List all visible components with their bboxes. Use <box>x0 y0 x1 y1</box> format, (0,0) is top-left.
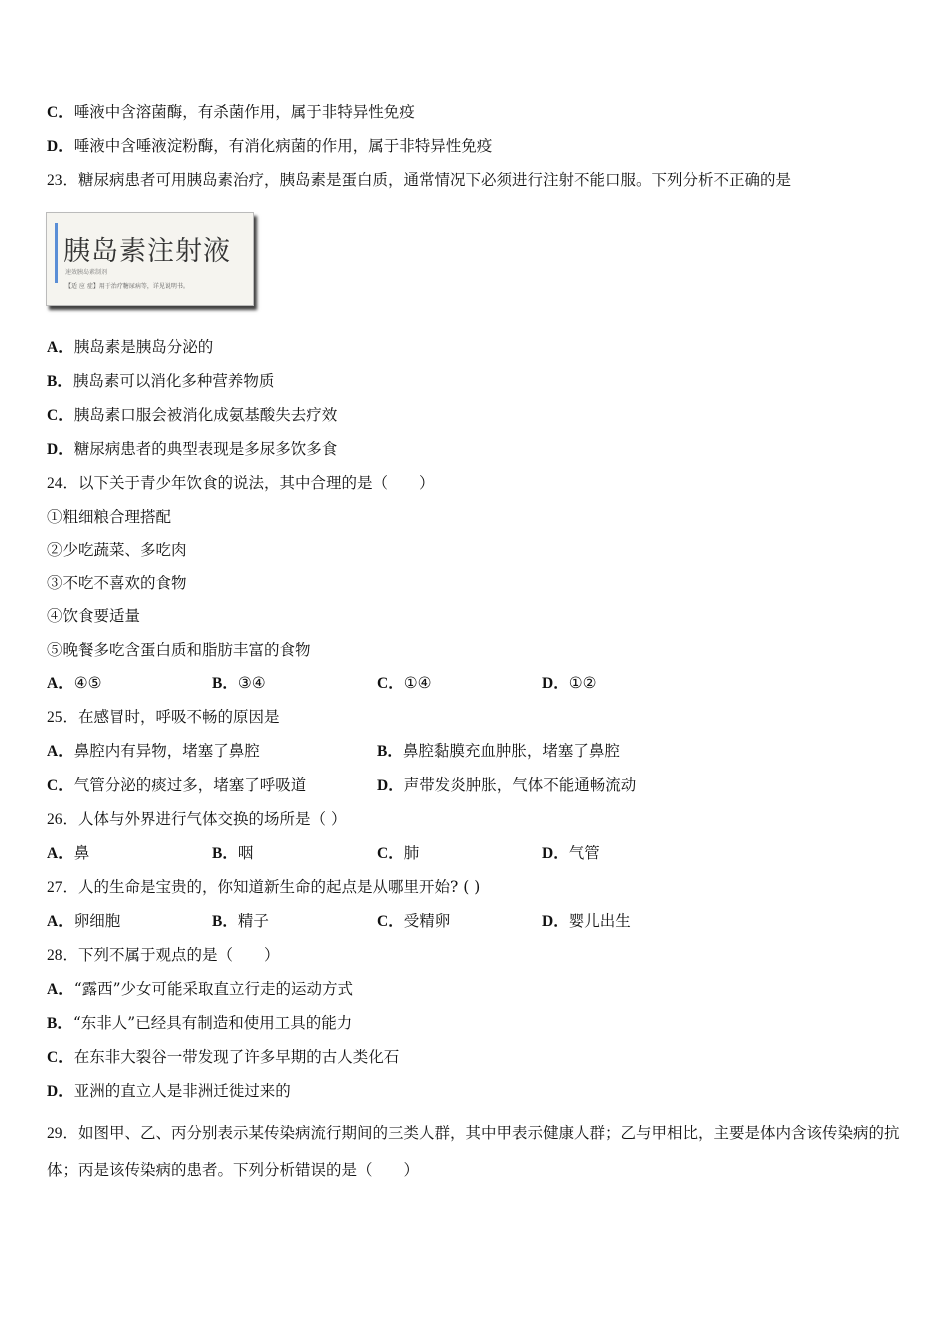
option-text: ③④ <box>237 674 266 692</box>
option-text: 卵细胞 <box>73 912 121 930</box>
option-label: D． <box>47 441 74 458</box>
option-label: D． <box>542 845 569 862</box>
option-text: 气管 <box>568 844 600 862</box>
option-label: D． <box>377 777 404 794</box>
q25-stem <box>47 707 280 728</box>
option-label: C． <box>377 675 404 692</box>
label-title: 胰岛素注射液 <box>63 236 231 267</box>
q28-stem <box>47 945 280 966</box>
option-label: D． <box>542 675 569 692</box>
question-number: 24． <box>47 475 79 492</box>
option-text: 鼻腔黏膜充血肿胀，堵塞了鼻腔 <box>402 742 620 760</box>
q23-option-b <box>47 371 274 392</box>
label-accent-bar <box>55 223 58 283</box>
q26-stem <box>47 809 346 830</box>
q27-option-c <box>377 911 450 932</box>
option-text: 受精卵 <box>403 912 451 930</box>
q23-option-c <box>47 405 337 426</box>
option-text: 胰岛素口服会被消化成氨基酸失去疗效 <box>73 406 338 424</box>
option-label: B． <box>47 373 73 390</box>
q28-option-c <box>47 1047 399 1068</box>
option-text: 在东非大裂谷一带发现了许多早期的古人类化石 <box>73 1048 400 1066</box>
option-label: B． <box>47 1015 73 1032</box>
question-text: 下列不属于观点的是（ ） <box>78 946 280 964</box>
question-text: 人体与外界进行气体交换的场所是（ ） <box>78 810 347 828</box>
q22-option-c <box>47 102 415 123</box>
question-text: 在感冒时，呼吸不畅的原因是 <box>78 708 280 726</box>
option-text: 婴儿出生 <box>568 912 631 930</box>
option-label: B． <box>212 845 238 862</box>
option-text: 糖尿病患者的典型表现是多尿多饮多食 <box>73 440 338 458</box>
q24-option-c <box>377 673 432 694</box>
option-text: 咽 <box>237 844 254 862</box>
q24-item-2: ②少吃蔬菜、多吃肉 <box>47 541 187 559</box>
q24-stem <box>47 473 435 494</box>
option-text: 胰岛素可以消化多种营养物质 <box>72 372 275 390</box>
option-label: D． <box>542 913 569 930</box>
question-number: 23． <box>47 172 79 189</box>
q22-option-d <box>47 136 492 157</box>
option-text: ①④ <box>403 674 432 692</box>
option-text: 鼻腔内有异物，堵塞了鼻腔 <box>73 742 260 760</box>
label-subtitle: 速效胰岛素制剂 <box>65 269 108 276</box>
option-text: 肺 <box>403 844 420 862</box>
option-text: “东非人”已经具有制造和使用工具的能力 <box>72 1014 353 1032</box>
option-label: D． <box>47 1083 74 1100</box>
q27-option-a <box>47 911 120 932</box>
q29-stem <box>47 1115 909 1189</box>
option-text: 鼻 <box>73 844 90 862</box>
option-label: B． <box>212 675 238 692</box>
q25-option-d <box>377 775 636 796</box>
q25-option-a <box>47 741 260 762</box>
option-label: D． <box>47 138 74 155</box>
question-number: 28． <box>47 947 79 964</box>
question-text: 如图甲、乙、丙分别表示某传染病流行期间的三类人群，其中甲表示健康人群；乙与甲相比，主要是体内含该传染病的抗体；丙是该传染病的患者。下列分析错误的是（ ） <box>47 1124 900 1179</box>
q24-item-4: ④饮食要适量 <box>47 607 141 625</box>
q27-option-b <box>212 911 269 932</box>
q24-option-d <box>542 673 597 694</box>
insulin-injection-label-image <box>46 212 254 306</box>
option-label: C． <box>377 913 404 930</box>
option-label: A． <box>47 339 74 356</box>
question-text: 以下关于青少年饮食的说法，其中合理的是（ ） <box>78 474 435 492</box>
option-text: 精子 <box>237 912 269 930</box>
q23-option-d <box>47 439 337 460</box>
option-text: 唾液中含溶菌酶，有杀菌作用，属于非特异性免疫 <box>73 103 415 121</box>
question-number: 25． <box>47 709 79 726</box>
option-label: A． <box>47 913 74 930</box>
option-text: 声带发炎肿胀，气体不能通畅流动 <box>403 776 637 794</box>
option-text: ④⑤ <box>73 674 102 692</box>
q24-option-b <box>212 673 266 694</box>
option-label: C． <box>377 845 404 862</box>
q23-stem <box>47 170 791 191</box>
option-label: C． <box>47 104 74 121</box>
option-label: B． <box>212 913 238 930</box>
q28-option-b <box>47 1013 352 1034</box>
option-text: 胰岛素是胰岛分泌的 <box>73 338 214 356</box>
q24-option-a <box>47 673 102 694</box>
option-label: C． <box>47 407 74 424</box>
q26-option-c <box>377 843 419 864</box>
q26-option-d <box>542 843 600 864</box>
option-text: 唾液中含唾液淀粉酶，有消化病菌的作用，属于非特异性免疫 <box>73 137 493 155</box>
option-text: 气管分泌的痰过多，堵塞了呼吸道 <box>73 776 307 794</box>
question-text: 人的生命是宝贵的，你知道新生命的起点是从哪里开始? ( ) <box>78 878 481 896</box>
option-label: A． <box>47 981 74 998</box>
option-label: C． <box>47 777 74 794</box>
option-text: ①② <box>568 674 597 692</box>
q28-option-d <box>47 1081 291 1102</box>
option-label: A． <box>47 845 74 862</box>
q25-option-c <box>47 775 306 796</box>
option-text: “露西”少女可能采取直立行走的运动方式 <box>73 980 354 998</box>
q24-item-3: ③不吃不喜欢的食物 <box>47 574 187 592</box>
option-label: B． <box>377 743 403 760</box>
q26-option-a <box>47 843 89 864</box>
question-number: 27． <box>47 879 79 896</box>
q25-option-b <box>377 741 620 762</box>
q27-option-d <box>542 911 631 932</box>
q26-option-b <box>212 843 253 864</box>
q24-item-1: ①粗细粮合理搭配 <box>47 508 172 526</box>
q27-stem <box>47 877 480 898</box>
option-label: A． <box>47 675 74 692</box>
label-note: 【适 应 症】用于治疗糖尿病等，详见说明书。 <box>65 283 189 290</box>
question-text: 糖尿病患者可用胰岛素治疗，胰岛素是蛋白质，通常情况下必须进行注射不能口服。下列分析不正确的是 <box>78 171 792 189</box>
option-label: C． <box>47 1049 74 1066</box>
q23-option-a <box>47 337 213 358</box>
option-text: 亚洲的直立人是非洲迁徙过来的 <box>73 1082 291 1100</box>
question-number: 26． <box>47 811 79 828</box>
q28-option-a <box>47 979 353 1000</box>
option-label: A． <box>47 743 74 760</box>
q24-item-5: ⑤晚餐多吃含蛋白质和脂肪丰富的食物 <box>47 641 311 659</box>
question-number: 29． <box>47 1125 79 1142</box>
